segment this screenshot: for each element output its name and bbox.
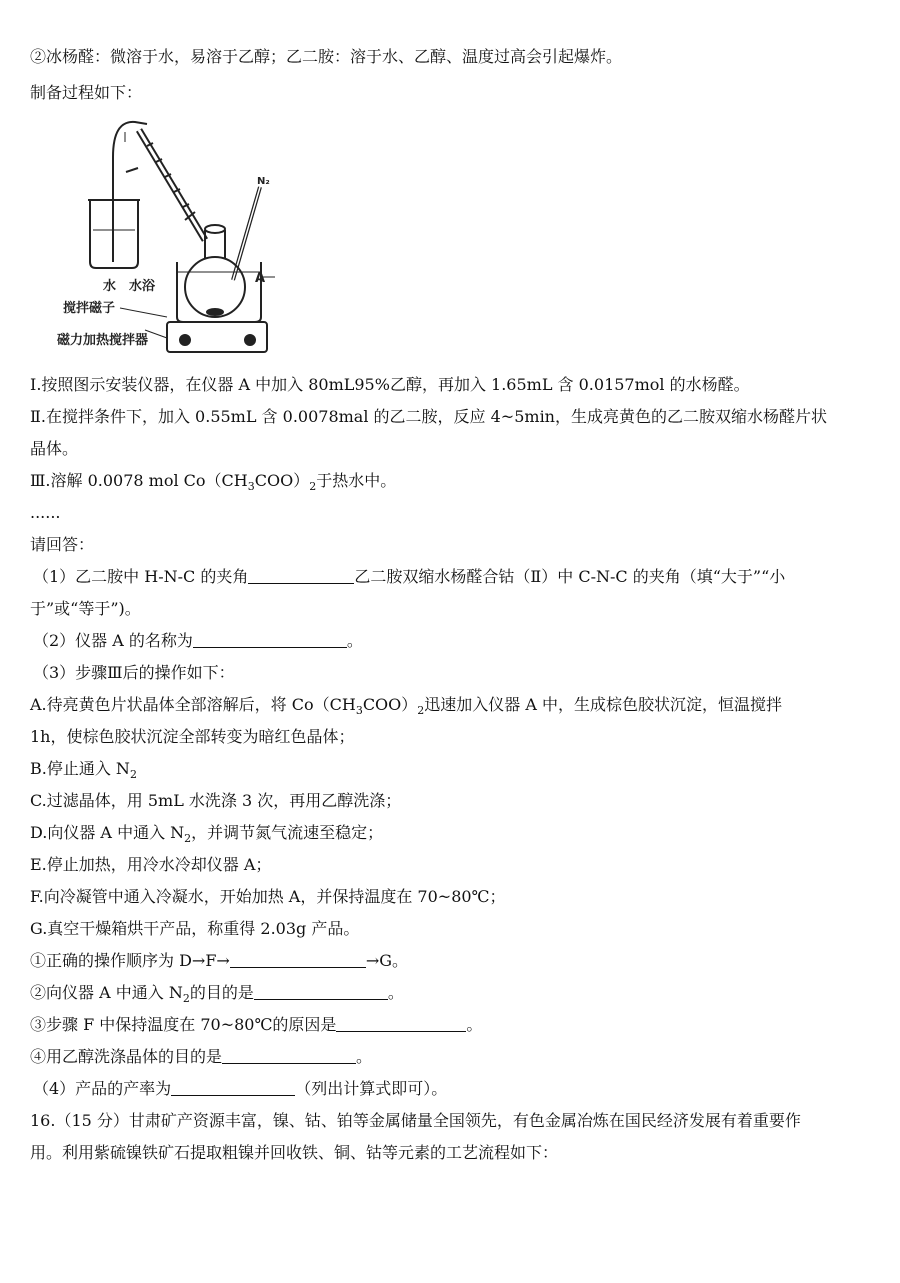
step-1: I.按照图示安装仪器，在仪器 A 中加入 80mL95%乙醇，再加入 1.65mL 含 0.0157mol 的水杨醛。 xyxy=(30,375,750,394)
q1-text-a: （1）乙二胺中 H-N-C 的夹角 xyxy=(33,567,249,586)
c2-text-b: 的目的是 xyxy=(189,983,254,1002)
step-3-text-b: COO） xyxy=(254,471,310,490)
op-b-sub: 2 xyxy=(129,768,137,782)
op-a-sub-1: 3 xyxy=(355,704,363,718)
apparatus-diagram xyxy=(55,112,275,357)
op-d xyxy=(30,822,383,850)
q2-text-a: （2）仪器 A 的名称为 xyxy=(33,631,193,650)
question-4 xyxy=(33,1078,447,1100)
answer-prompt: 请回答： xyxy=(30,535,95,554)
q2-answer-blank[interactable] xyxy=(193,631,347,648)
step-3-sub-1: 3 xyxy=(247,480,255,494)
question-3: （3）步骤Ⅲ后的操作如下： xyxy=(33,663,235,682)
c2-sub: 2 xyxy=(182,992,190,1006)
op-d-text-b: ，并调节氮气流速至稳定； xyxy=(191,823,384,842)
op-a-sub-2: 2 xyxy=(417,704,425,718)
op-d-text-a: D.向仪器 A 中通入 N xyxy=(30,823,185,842)
op-g: G.真空干燥箱烘干产品，称重得 2.03g 产品。 xyxy=(30,919,360,938)
op-a-text-c: 迅速加入仪器 A 中，生成棕色胶状沉淀，恒温搅拌 xyxy=(424,695,783,714)
c3-text-a: ③步骤 F 中保持温度在 70~80℃的原因是 xyxy=(30,1015,337,1034)
c1-text-a: ①正确的操作顺序为 D→F→ xyxy=(30,951,230,970)
c4-text-b: 。 xyxy=(356,1047,373,1066)
question-1-line2: 于”或“等于”)。 xyxy=(30,599,141,618)
c1-answer-blank[interactable] xyxy=(230,951,366,968)
op-a-text-a: A.待亮黄色片状晶体全部溶解后，将 Co（CH xyxy=(30,695,356,714)
sub-question-2 xyxy=(30,982,404,1010)
flask-a-label: A xyxy=(255,271,266,286)
sub-question-3 xyxy=(30,1014,482,1036)
question-1-line1 xyxy=(33,566,785,588)
sub-question-4 xyxy=(30,1046,372,1068)
op-d-sub: 2 xyxy=(184,832,192,846)
op-a-line2: 1h，使棕色胶状沉淀全部转变为暗红色晶体； xyxy=(30,727,355,746)
q4-answer-blank[interactable] xyxy=(171,1079,295,1096)
c3-text-b: 。 xyxy=(466,1015,483,1034)
stir-bar-icon xyxy=(207,309,223,315)
c4-text-a: ④用乙醇洗涤晶体的目的是 xyxy=(30,1047,223,1066)
c4-answer-blank[interactable] xyxy=(222,1047,356,1064)
step-2-line2: 晶体。 xyxy=(30,439,79,458)
op-a-line1 xyxy=(30,694,782,722)
c3-answer-blank[interactable] xyxy=(336,1015,466,1032)
q2-text-b: 。 xyxy=(346,631,363,650)
stirrer-label: 磁力加热搅拌器 xyxy=(57,333,149,348)
step-2-line1: Ⅱ.在搅拌条件下，加入 0.55mL 含 0.0078mal 的乙二胺，反应 4~5min，生成亮黄色的乙二胺双缩水杨醛片状 xyxy=(30,407,827,426)
step-3-text-a: Ⅲ.溶解 0.0078 mol Co（CH xyxy=(30,471,248,490)
water-label: 水 xyxy=(103,279,117,294)
op-b-text: B.停止通入 N xyxy=(30,759,130,778)
sub-question-1 xyxy=(30,950,408,972)
problem-16-line2: 用。利用紫硫镍铁矿石提取粗镍并回收铁、铜、钴等元素的工艺流程如下： xyxy=(30,1143,559,1162)
step-3-sub-2: 2 xyxy=(309,480,317,494)
step-3-text-c: 于热水中。 xyxy=(316,471,397,490)
line-ice-salicylaldehyde: ②冰杨醛：微溶于水，易溶于乙醇；乙二胺：溶于水、乙醇、温度过高会引起爆炸。 xyxy=(30,47,623,66)
op-b xyxy=(30,758,137,786)
q1-text-b: 乙二胺双缩水杨醛合钴（Ⅱ）中 C-N-C 的夹角（填“大于”“小 xyxy=(354,567,786,586)
op-c: C.过滤晶体，用 5mL 水洗涤 3 次，再用乙醇洗涤； xyxy=(30,791,402,810)
c2-text-a: ②向仪器 A 中通入 N xyxy=(30,983,183,1002)
n2-label: N₂ xyxy=(257,176,270,187)
op-a-text-b: COO） xyxy=(362,695,418,714)
c2-answer-blank[interactable] xyxy=(254,983,388,1000)
water-bath-label: 水浴 xyxy=(129,279,156,294)
step-3 xyxy=(30,470,396,498)
stir-bar-label: 搅拌磁子 xyxy=(63,301,116,316)
op-e: E.停止加热，用冷水冷却仪器 A； xyxy=(30,855,272,874)
outlet-tube xyxy=(113,122,147,262)
line-prep-intro: 制备过程如下： xyxy=(30,83,143,102)
q4-text-b: （列出计算式即可）。 xyxy=(295,1079,448,1098)
question-2 xyxy=(33,630,363,652)
c1-text-b: →G。 xyxy=(365,951,409,970)
op-f: F.向冷凝管中通入冷凝水，开始加热 A，并保持温度在 70~80℃； xyxy=(30,887,506,906)
problem-16-line1: 16.（15 分）甘肃矿产资源丰富，镍、钴、铂等金属储量全国领先，有色金属冶炼在国民经济发展有着重要作 xyxy=(30,1111,801,1130)
c2-text-c: 。 xyxy=(387,983,404,1002)
q4-text-a: （4）产品的产率为 xyxy=(33,1079,172,1098)
ellipsis: ...... xyxy=(30,503,61,522)
q1-answer-blank[interactable] xyxy=(248,567,354,584)
